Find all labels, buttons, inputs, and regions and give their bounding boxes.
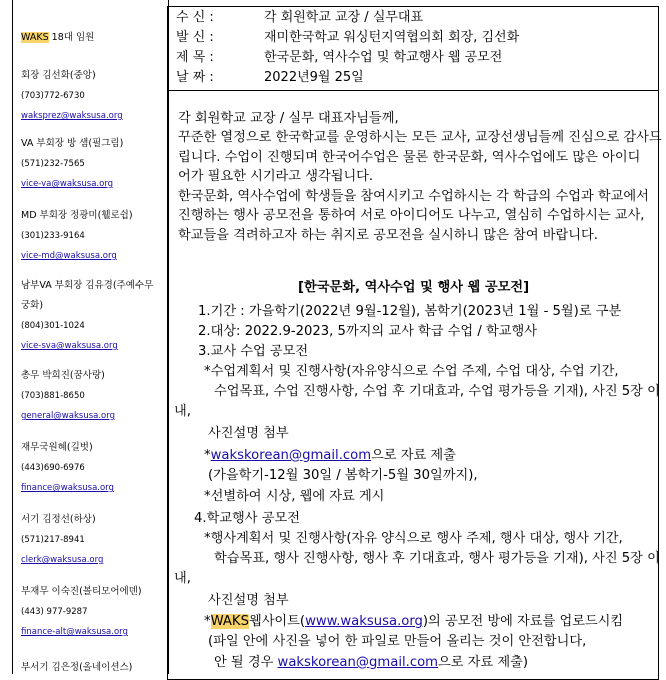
officer-phone: (703)881-8650 bbox=[21, 391, 85, 401]
officer-phone: (571)232-7565 bbox=[21, 159, 85, 169]
officer-entry bbox=[21, 658, 166, 678]
officer-email-link[interactable]: clerk@waksusa.org bbox=[21, 555, 104, 565]
item-text: 학습목표, 행사 진행사항, 행사 후 기대효과, 행사 평가등을 기재), 사진 5장 이 bbox=[214, 551, 660, 566]
officer-name: MD 부회장 정광미(휄로쉽) bbox=[21, 210, 133, 221]
bullet: * bbox=[204, 614, 211, 629]
item-text: 내, bbox=[174, 571, 191, 586]
officer-entry bbox=[21, 438, 166, 498]
officer-email-link[interactable]: general@waksusa.org bbox=[21, 411, 115, 421]
officer-phone: (703)772-6730 bbox=[21, 91, 85, 101]
officer-name: 부재무 이숙진(볼티모어에덴) bbox=[21, 586, 142, 597]
officer-email-link[interactable]: finance@waksusa.org bbox=[21, 483, 114, 493]
officer-entry bbox=[21, 206, 166, 266]
waks-highlight: WAKS bbox=[210, 614, 249, 629]
officer-name: VA 부회장 방 샘(필그림) bbox=[21, 138, 124, 149]
item-text: 으로 자료 제출 bbox=[371, 448, 456, 463]
paragraph-line: 진행하는 행사 공모전을 통하여 서로 아이디어도 나누고, 열심히 수업하시는 교사, bbox=[178, 208, 645, 223]
header-label: 수 신 : bbox=[176, 10, 214, 25]
sidebar-heading bbox=[21, 28, 166, 48]
officer-entry bbox=[21, 366, 166, 426]
officer-email-link[interactable]: vice-va@waksusa.org bbox=[21, 179, 114, 189]
item-text: *행사계획서 및 진행사항(자유 양식으로 행사 주제, 행사 대상, 행사 기간, bbox=[204, 531, 623, 546]
officer-entry bbox=[21, 134, 166, 194]
email-link[interactable]: wakskorean@gmail.com bbox=[210, 448, 372, 463]
officer-name: 서기 김정선(하상) bbox=[21, 514, 96, 525]
officer-email-link[interactable]: finance-alt@waksusa.org bbox=[21, 627, 128, 637]
greeting: 각 회원학교 교장 / 실무 대표자님들께, bbox=[178, 111, 399, 126]
memo-header bbox=[167, 6, 659, 91]
officer-phone: (571)217-8941 bbox=[21, 535, 85, 545]
item-submit-line bbox=[204, 446, 456, 465]
paragraph-line: 꾸준한 열정으로 한국학교를 운영하시는 모든 교사, 교장선생님들께 진심으로 감사드 bbox=[178, 130, 662, 145]
memo-body bbox=[167, 90, 662, 680]
header-value: 재미한국학교 워싱턴지역협의회 회장, 김선화 bbox=[264, 30, 520, 45]
heading-text: 18대 임원 bbox=[48, 32, 95, 43]
website-link[interactable]: www.waksusa.org bbox=[305, 614, 423, 629]
paragraph-line: 어가 필요한 시기라고 생각됩니다. bbox=[178, 169, 374, 184]
header-label: 날 짜 : bbox=[176, 70, 214, 85]
item-text: )의 공모전 방에 자료를 업로드시킴 bbox=[422, 614, 624, 629]
item-event-contest: 4.학교행사 공모전 bbox=[194, 511, 300, 526]
officer-name: 남부VA 부회장 김유경(주예수무 bbox=[21, 280, 154, 291]
header-value: 2022년9월 25일 bbox=[264, 70, 364, 85]
officer-phone: (443) 977-9287 bbox=[21, 607, 88, 617]
item-text: 안 될 경우 bbox=[214, 655, 278, 670]
item-fallback-line bbox=[214, 653, 528, 672]
item-text: 으로 자료 제출) bbox=[438, 655, 528, 670]
paragraph-line: 립니다. 수업이 진행되며 한국어수업은 물론 한국문화, 역사수업에도 많은 아이디 bbox=[178, 150, 641, 165]
officer-entry bbox=[21, 276, 166, 356]
waks-highlight: WAKS bbox=[21, 32, 49, 43]
officer-name: 부서기 김은정(올네이션스) bbox=[21, 662, 133, 673]
officer-name: 회장 김선화(중앙) bbox=[21, 70, 96, 81]
item-class-contest: 3.교사 수업 공모전 bbox=[198, 344, 309, 359]
officer-entry bbox=[21, 510, 166, 570]
officer-phone: (301)233-9164 bbox=[21, 231, 85, 241]
contest-title: [한국문화, 역사수업 및 행사 웹 공모전] bbox=[298, 280, 530, 295]
item-upload-line bbox=[204, 612, 623, 631]
item-text: 내, bbox=[174, 404, 191, 419]
officer-sidebar bbox=[12, 0, 169, 674]
item-text: *수업계획서 및 진행사항(자유양식으로 수업 주제, 수업 대상, 수업 기간, bbox=[204, 364, 619, 379]
officer-name: 총무 박희진(꿈사랑) bbox=[21, 370, 105, 381]
officer-email-link[interactable]: vice-md@waksusa.org bbox=[21, 251, 117, 261]
officer-email-link[interactable]: waksprez@waksusa.org bbox=[21, 111, 123, 121]
header-label: 발 신 : bbox=[176, 30, 214, 45]
item-target: 2.대상: 2022.9-2023, 5까지의 교사 학급 수업 / 학교행사 bbox=[198, 324, 537, 339]
item-text: 사진설명 첨부 bbox=[208, 593, 289, 608]
item-text: *선별하여 시상, 웹에 자료 게시 bbox=[204, 489, 385, 504]
header-label: 제 목 : bbox=[176, 50, 214, 65]
paragraph-line: 학교들을 격려하고자 하는 취지로 공모전을 실시하니 많은 참여 바랍니다. bbox=[178, 228, 598, 243]
header-value: 한국문화, 역사수업 및 학교행사 웹 공모전 bbox=[264, 50, 503, 65]
item-text: 수업목표, 수업 진행사항, 수업 후 기대효과, 수업 평가등을 기재), 사진 5장 이 bbox=[214, 384, 660, 399]
paragraph-line: 한국문화, 역사수업에 학생들을 참여시키고 수업하시는 각 학급의 수업과 학교에서 bbox=[178, 189, 649, 204]
officer-phone: (804)301-1024 bbox=[21, 321, 85, 331]
officer-entry bbox=[21, 582, 166, 642]
item-text: 사진설명 첨부 bbox=[208, 426, 289, 441]
email-link[interactable]: wakskorean@gmail.com bbox=[277, 655, 439, 670]
item-text: 웹사이트( bbox=[248, 614, 306, 629]
officer-phone: (443)690-6976 bbox=[21, 463, 85, 473]
item-text: (가을학기-12월 30일 / 봄학기-5월 30일까지), bbox=[208, 468, 478, 483]
item-text: (파일 안에 사진을 넣어 한 파일로 만들어 올리는 것이 안전합니다, bbox=[208, 634, 587, 649]
officer-email-link[interactable]: vice-sva@waksusa.org bbox=[21, 341, 118, 351]
item-period: 1.기간 : 가을학기(2022년 9월-12월), 봄학기(2023년 1월 - 5월)로 구분 bbox=[198, 304, 622, 319]
header-value: 각 회원학교 교장 / 실무대표 bbox=[264, 10, 424, 25]
bullet: * bbox=[204, 448, 211, 463]
officer-name-cont: 궁화) bbox=[21, 300, 44, 311]
officer-entry bbox=[21, 66, 166, 126]
officer-name: 재무국원혜(길벗) bbox=[21, 442, 93, 453]
